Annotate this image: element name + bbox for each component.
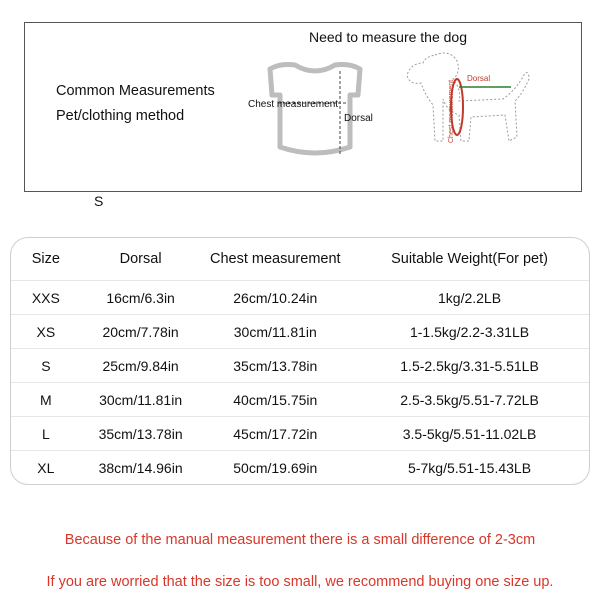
table-row (11, 280, 589, 314)
cell-chest: 45cm/17.72in (200, 416, 350, 450)
cell-weight: 5-7kg/5.51-15.43LB (350, 450, 589, 484)
cell-weight: 1-1.5kg/2.2-3.31LB (350, 314, 589, 348)
dog-outline (407, 53, 529, 141)
cell-size: S (11, 348, 81, 382)
table-row (11, 450, 589, 484)
cell-size: M (11, 382, 81, 416)
cell-dorsal: 38cm/14.96in (81, 450, 201, 484)
cell-dorsal: 30cm/11.81in (81, 382, 201, 416)
cell-dorsal: 16cm/6.3in (81, 280, 201, 314)
dog-diagram (395, 45, 555, 165)
table-row (11, 382, 589, 416)
shirt-chest-label: Chest measurement (248, 99, 339, 110)
header-size: Size (31, 251, 60, 267)
cell-size: XXS (11, 280, 81, 314)
cell-size: XS (11, 314, 81, 348)
table-header-row (11, 238, 589, 280)
cell-chest: 35cm/13.78in (200, 348, 350, 382)
cell-chest: 50cm/19.69in (200, 450, 350, 484)
cell-chest: 30cm/11.81in (200, 314, 350, 348)
header-chest: Chest measurement (210, 251, 341, 267)
cell-size: XL (11, 450, 81, 484)
shirt-dorsal-label: Dorsal (344, 113, 373, 124)
cell-dorsal: 20cm/7.78in (81, 314, 201, 348)
cell-weight: 1.5-2.5kg/3.31-5.51LB (350, 348, 589, 382)
cell-weight: 2.5-3.5kg/5.51-7.72LB (350, 382, 589, 416)
size-chart-table (10, 237, 590, 485)
dog-dorsal-label: Dorsal (467, 74, 491, 83)
guide-common-measurements: Common Measurements (56, 83, 215, 99)
table-row (11, 348, 589, 382)
cell-weight: 3.5-5kg/5.51-11.02LB (350, 416, 589, 450)
cell-chest: 26cm/10.24in (200, 280, 350, 314)
header-weight: Suitable Weight(For pet) (391, 251, 548, 267)
cell-size: L (11, 416, 81, 450)
guide-method: Pet/clothing method (56, 108, 185, 124)
measurement-difference-note: Because of the manual measurement there is a small difference of 2-3cm (64, 532, 536, 548)
cell-weight: 1kg/2.2LB (350, 280, 589, 314)
table-row (11, 314, 589, 348)
size-up-recommendation-note: If you are worried that the size is too small, we recommend buying one size up. (46, 574, 554, 590)
cell-chest: 40cm/15.75in (200, 382, 350, 416)
shirt-diagram (240, 55, 390, 170)
table-row (11, 416, 589, 450)
dog-chest-label: Chest measurement (448, 79, 455, 143)
cell-dorsal: 25cm/9.84in (81, 348, 201, 382)
cell-dorsal: 35cm/13.78in (81, 416, 201, 450)
stray-size-letter: S (94, 193, 104, 209)
header-dorsal: Dorsal (119, 251, 162, 267)
guide-title: Need to measure the dog (309, 29, 467, 45)
